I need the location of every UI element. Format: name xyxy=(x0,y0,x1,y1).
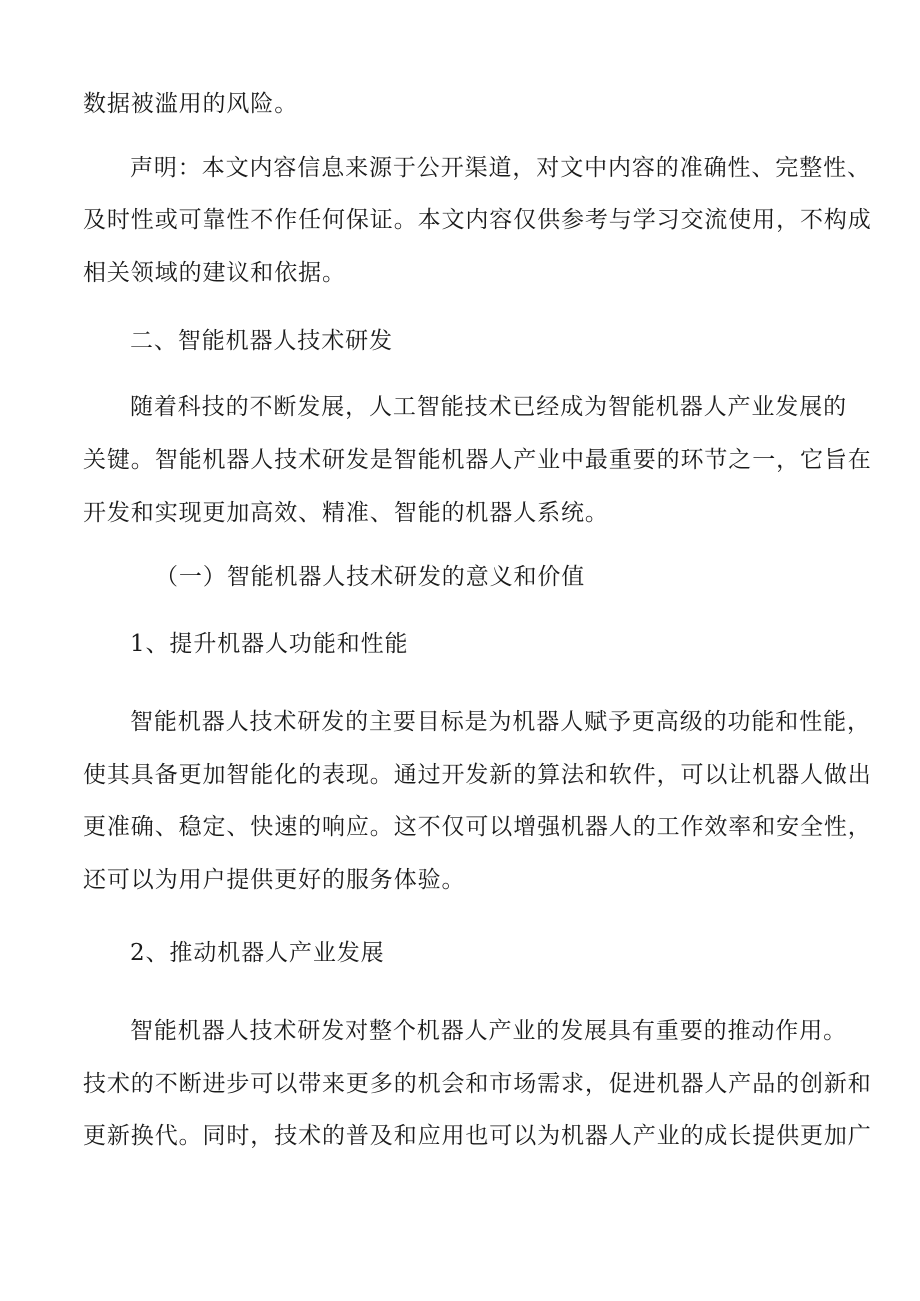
item-heading: 2、推动机器人产业发展 xyxy=(130,940,385,966)
paragraph-line: 数据被滥用的风险。 xyxy=(83,91,299,117)
paragraph-line: 及时性或可靠性不作任何保证。本文内容仅供参考与学习交流使用，不构成 xyxy=(83,207,872,233)
paragraph-line: 更新换代。同时，技术的普及和应用也可以为机器人产业的成长提供更加广 xyxy=(83,1123,872,1149)
paragraph-line: 相关领域的建议和依据。 xyxy=(83,260,346,286)
paragraph-line: 技术的不断进步可以带来更多的机会和市场需求，促进机器人产品的创新和 xyxy=(83,1071,872,1097)
paragraph-line: 开发和实现更加高效、精准、智能的机器人系统。 xyxy=(83,500,609,526)
paragraph-line: 更准确、稳定、快速的响应。这不仅可以增强机器人的工作效率和安全性， xyxy=(83,814,872,840)
paragraph-line: 随着科技的不断发展，人工智能技术已经成为智能机器人产业发展的 xyxy=(130,394,847,420)
section-heading: 二、智能机器人技术研发 xyxy=(130,328,393,354)
paragraph-line: 关键。智能机器人技术研发是智能机器人产业中最重要的环节之一，它旨在 xyxy=(83,447,872,473)
paragraph-line: 声明：本文内容信息来源于公开渠道，对文中内容的准确性、完整性、 xyxy=(130,155,871,181)
item-heading: 1、提升机器人功能和性能 xyxy=(130,631,409,657)
paragraph-line: 还可以为用户提供更好的服务体验。 xyxy=(83,867,466,893)
paragraph-line: 使其具备更加智能化的表现。通过开发新的算法和软件，可以让机器人做出 xyxy=(83,762,872,788)
paragraph-line: 智能机器人技术研发的主要目标是为机器人赋予更高级的功能和性能， xyxy=(130,709,871,735)
subsection-heading: （一）智能机器人技术研发的意义和价值 xyxy=(155,564,586,590)
paragraph-line: 智能机器人技术研发对整个机器人产业的发展具有重要的推动作用。 xyxy=(130,1018,847,1044)
